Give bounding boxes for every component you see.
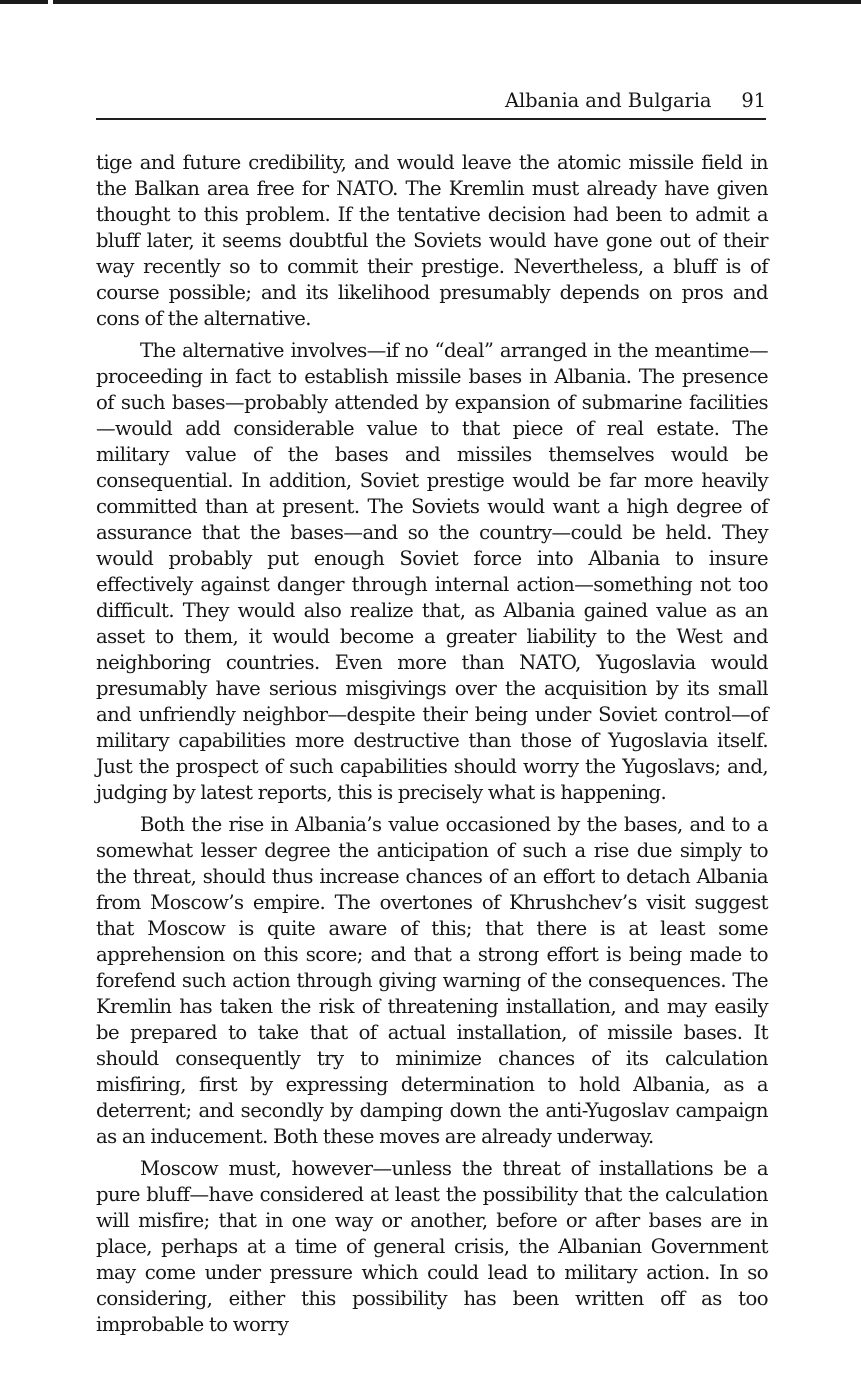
scan-edge-gap xyxy=(48,0,53,4)
running-header xyxy=(96,86,768,116)
paragraph-3: Both the rise in Albania’s value occasioned by the bases, and to a somewhat lesser degree the anticipation of such a rise due simply to the threat, should thus increase chances of an effort to detach Albania from Moscow’s empire. The overtones of Khrushchev’s visit suggest that Moscow is quite aware of this; that there is at least some apprehension on this score; and that a strong effort is being made to forefend such action through giving warning of the consequences. The Kremlin has taken the risk of threatening installation, and may easily be prepared to take that of actual installation, of missile bases. It should consequently try to minimize chances of its calculation misfiring, first by expressing determination to hold Albania, as a deterrent; and secondly by damping down the anti-Yugoslav campaign as an inducement. Both these moves are already underway. xyxy=(96,813,768,1148)
scan-top-edge xyxy=(0,0,861,4)
paragraph-1: tige and future credibility, and would leave the atomic missile field in the Balkan area free for NATO. The Kremlin must already have given thought to this problem. If the tentative decision had been to admit a bluff later, it seems doubtful the Soviets would have gone out of their way recently so to commit their prestige. Nevertheless, a bluff is of course possible; and its likelihood presumably depends on pros and cons of the alternative. xyxy=(96,151,768,330)
page-number: 91 xyxy=(741,89,766,112)
running-title: Albania and Bulgaria xyxy=(505,89,712,112)
header-rule xyxy=(96,118,766,120)
body-text xyxy=(96,150,768,1338)
book-page xyxy=(96,86,768,1344)
paragraph-4: Moscow must, however—unless the threat of installations be a pure bluff—have considered at least the possibility that the calculation will misfire; that in one way or another, before or after bases are in place, perhaps at a time of general crisis, the Albanian Government may come under pressure which could lead to military action. In so considering, either this possibility has been written off as too improbable to worry xyxy=(96,1157,768,1336)
paragraph-2: The alternative involves—if no “deal” arranged in the meantime—proceeding in fact to establish missile bases in Albania. The presence of such bases—probably attended by expansion of submarine facilities—would add considerable value to that piece of real estate. The military value of the bases and missiles themselves would be consequential. In addition, Soviet prestige would be far more heavily committed than at present. The Soviets would want a high degree of assurance that the bases—and so the country—could be held. They would probably put enough Soviet force into Albania to insure effectively against danger through internal action—something not too difficult. They would also realize that, as Albania gained value as an asset to them, it would become a greater liability to the West and neighboring countries. Even more than NATO, Yugoslavia would presumably have serious misgivings over the acquisition by its small and unfriendly neighbor—despite their being under Soviet control—of military capabilities more destructive than those of Yugoslavia itself. Just the prospect of such capabilities should worry the Yugoslavs; and, judging by latest reports, this is precisely what is happening. xyxy=(96,339,768,804)
